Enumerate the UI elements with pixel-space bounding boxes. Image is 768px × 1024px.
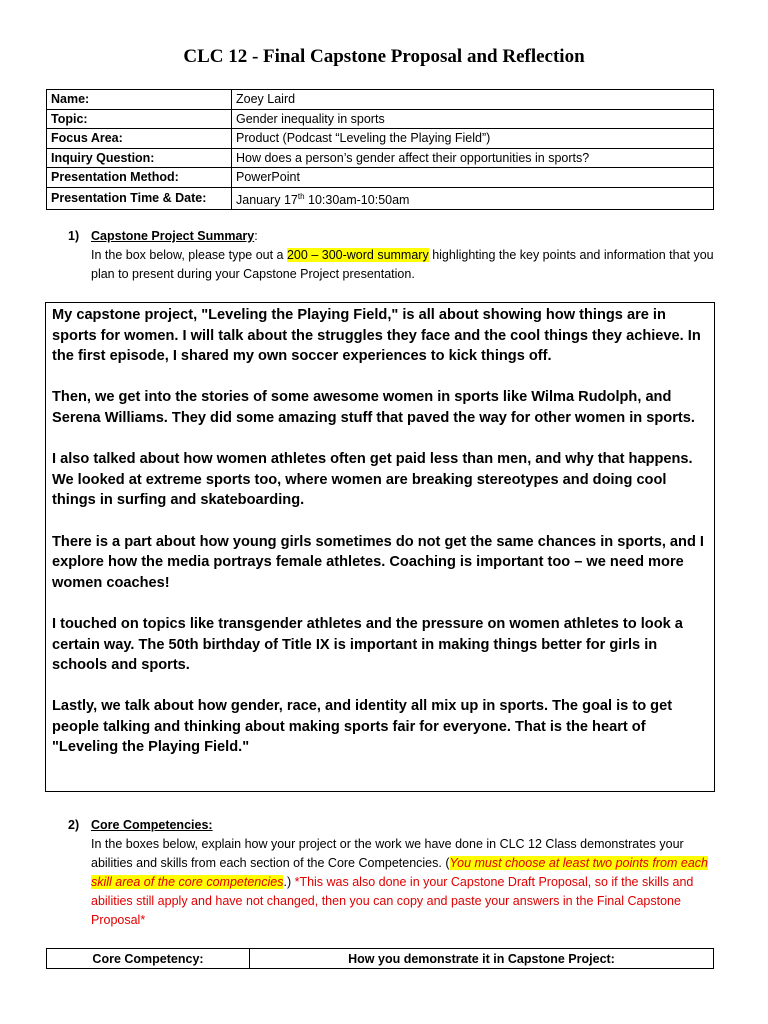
section-heading-colon: :	[254, 229, 258, 243]
summary-paragraph: I also talked about how women athletes often get paid less than men, and why that happens. We looked at extreme sports too, where women are breaking stereotypes and doing cool things in surfing and skateboarding.	[52, 451, 693, 509]
summary-paragraph: My capstone project, "Leveling the Playing Field," is all about showing how things are in sports for women. I will talk about the struggles they face and the cool things they achieve. In the first episode, I shared my own soccer experiences to kick things off.	[52, 307, 701, 365]
info-label: Focus Area:	[47, 129, 232, 149]
info-table	[46, 89, 714, 210]
column-header-demonstration: How you demonstrate it in Capstone Project:	[250, 949, 714, 969]
info-value: How does a person’s gender affect their opportunities in sports?	[232, 148, 714, 168]
date-prefix: January 17	[236, 192, 298, 207]
instruction-text: In the boxes below, explain how your project or the work we have done in CLC 12 Class demonstrates your abilities and skills from each section of the Core Competencies. (	[91, 837, 684, 870]
core-competency-table	[46, 948, 714, 969]
info-value: Product (Podcast “Leveling the Playing Field”)	[232, 129, 714, 149]
info-row-presentation-method	[47, 168, 714, 188]
instruction-text: highlighting the key points and information that you plan to present during your Capstone Project presentation.	[91, 248, 714, 281]
time-range: 10:30am-10:50am	[304, 192, 410, 207]
section-heading: Capstone Project Summary	[91, 229, 255, 243]
info-value: PowerPoint	[232, 168, 714, 188]
info-row-inquiry-question	[47, 148, 714, 168]
info-label: Presentation Time & Date:	[47, 187, 232, 209]
section-number: 2)	[68, 818, 80, 832]
instruction-text: In the box below, please type out a	[91, 248, 287, 262]
word-count-highlight: 200 – 300-word summary	[286, 248, 429, 262]
column-header-competency: Core Competency:	[47, 949, 250, 969]
summary-box	[45, 302, 715, 792]
info-label: Name:	[47, 90, 232, 110]
document-title: CLC 12 - Final Capstone Proposal and Reflection	[183, 46, 585, 67]
section-core-competencies	[68, 816, 716, 930]
info-row-topic	[47, 109, 714, 129]
section-summary-instructions	[68, 227, 714, 284]
requirement-highlight: You must choose at least two points from each skill area of the core competencies	[91, 856, 708, 889]
summary-paragraph: Then, we get into the stories of some awesome women in sports like Wilma Rudolph, and Serena Williams. They did some amazing stuff that paved the way for other women in sports.	[52, 389, 695, 426]
info-row-focus-area	[47, 129, 714, 149]
info-label: Presentation Method:	[47, 168, 232, 188]
instruction-text: .)	[283, 875, 295, 889]
info-row-presentation-time	[47, 187, 714, 209]
date-suffix-sup: th	[297, 191, 305, 201]
section-heading: Core Competencies:	[91, 818, 213, 832]
info-value: Zoey Laird	[232, 90, 714, 110]
info-value	[232, 187, 714, 209]
summary-paragraph: There is a part about how young girls sometimes do not get the same chances in sports, and I explore how the media portrays female athletes. Coaching is important too – we need more women coaches!	[52, 533, 704, 591]
info-row-name	[47, 90, 714, 110]
red-note: *This was also done in your Capstone Draft Proposal, so if the skills and abilities still apply and have not changed, then you can copy and paste your answers in the Final Capstone Proposal*	[91, 875, 694, 927]
table-header-row	[47, 949, 714, 969]
info-label: Topic:	[47, 109, 232, 129]
summary-paragraph: I touched on topics like transgender athletes and the pressure on women athletes to look a certain way. The 50th birthday of Title IX is important in making things better for girls in schools and sports.	[52, 615, 683, 674]
info-label: Inquiry Question:	[47, 148, 232, 168]
info-value: Gender inequality in sports	[232, 109, 714, 129]
summary-paragraph: Lastly, we talk about how gender, race, and identity all mix up in sports. The goal is to get people talking and thinking about making sports fair for everyone. That is the heart of "Leveling the Playing Field."	[52, 698, 673, 756]
section-number: 1)	[68, 229, 80, 243]
